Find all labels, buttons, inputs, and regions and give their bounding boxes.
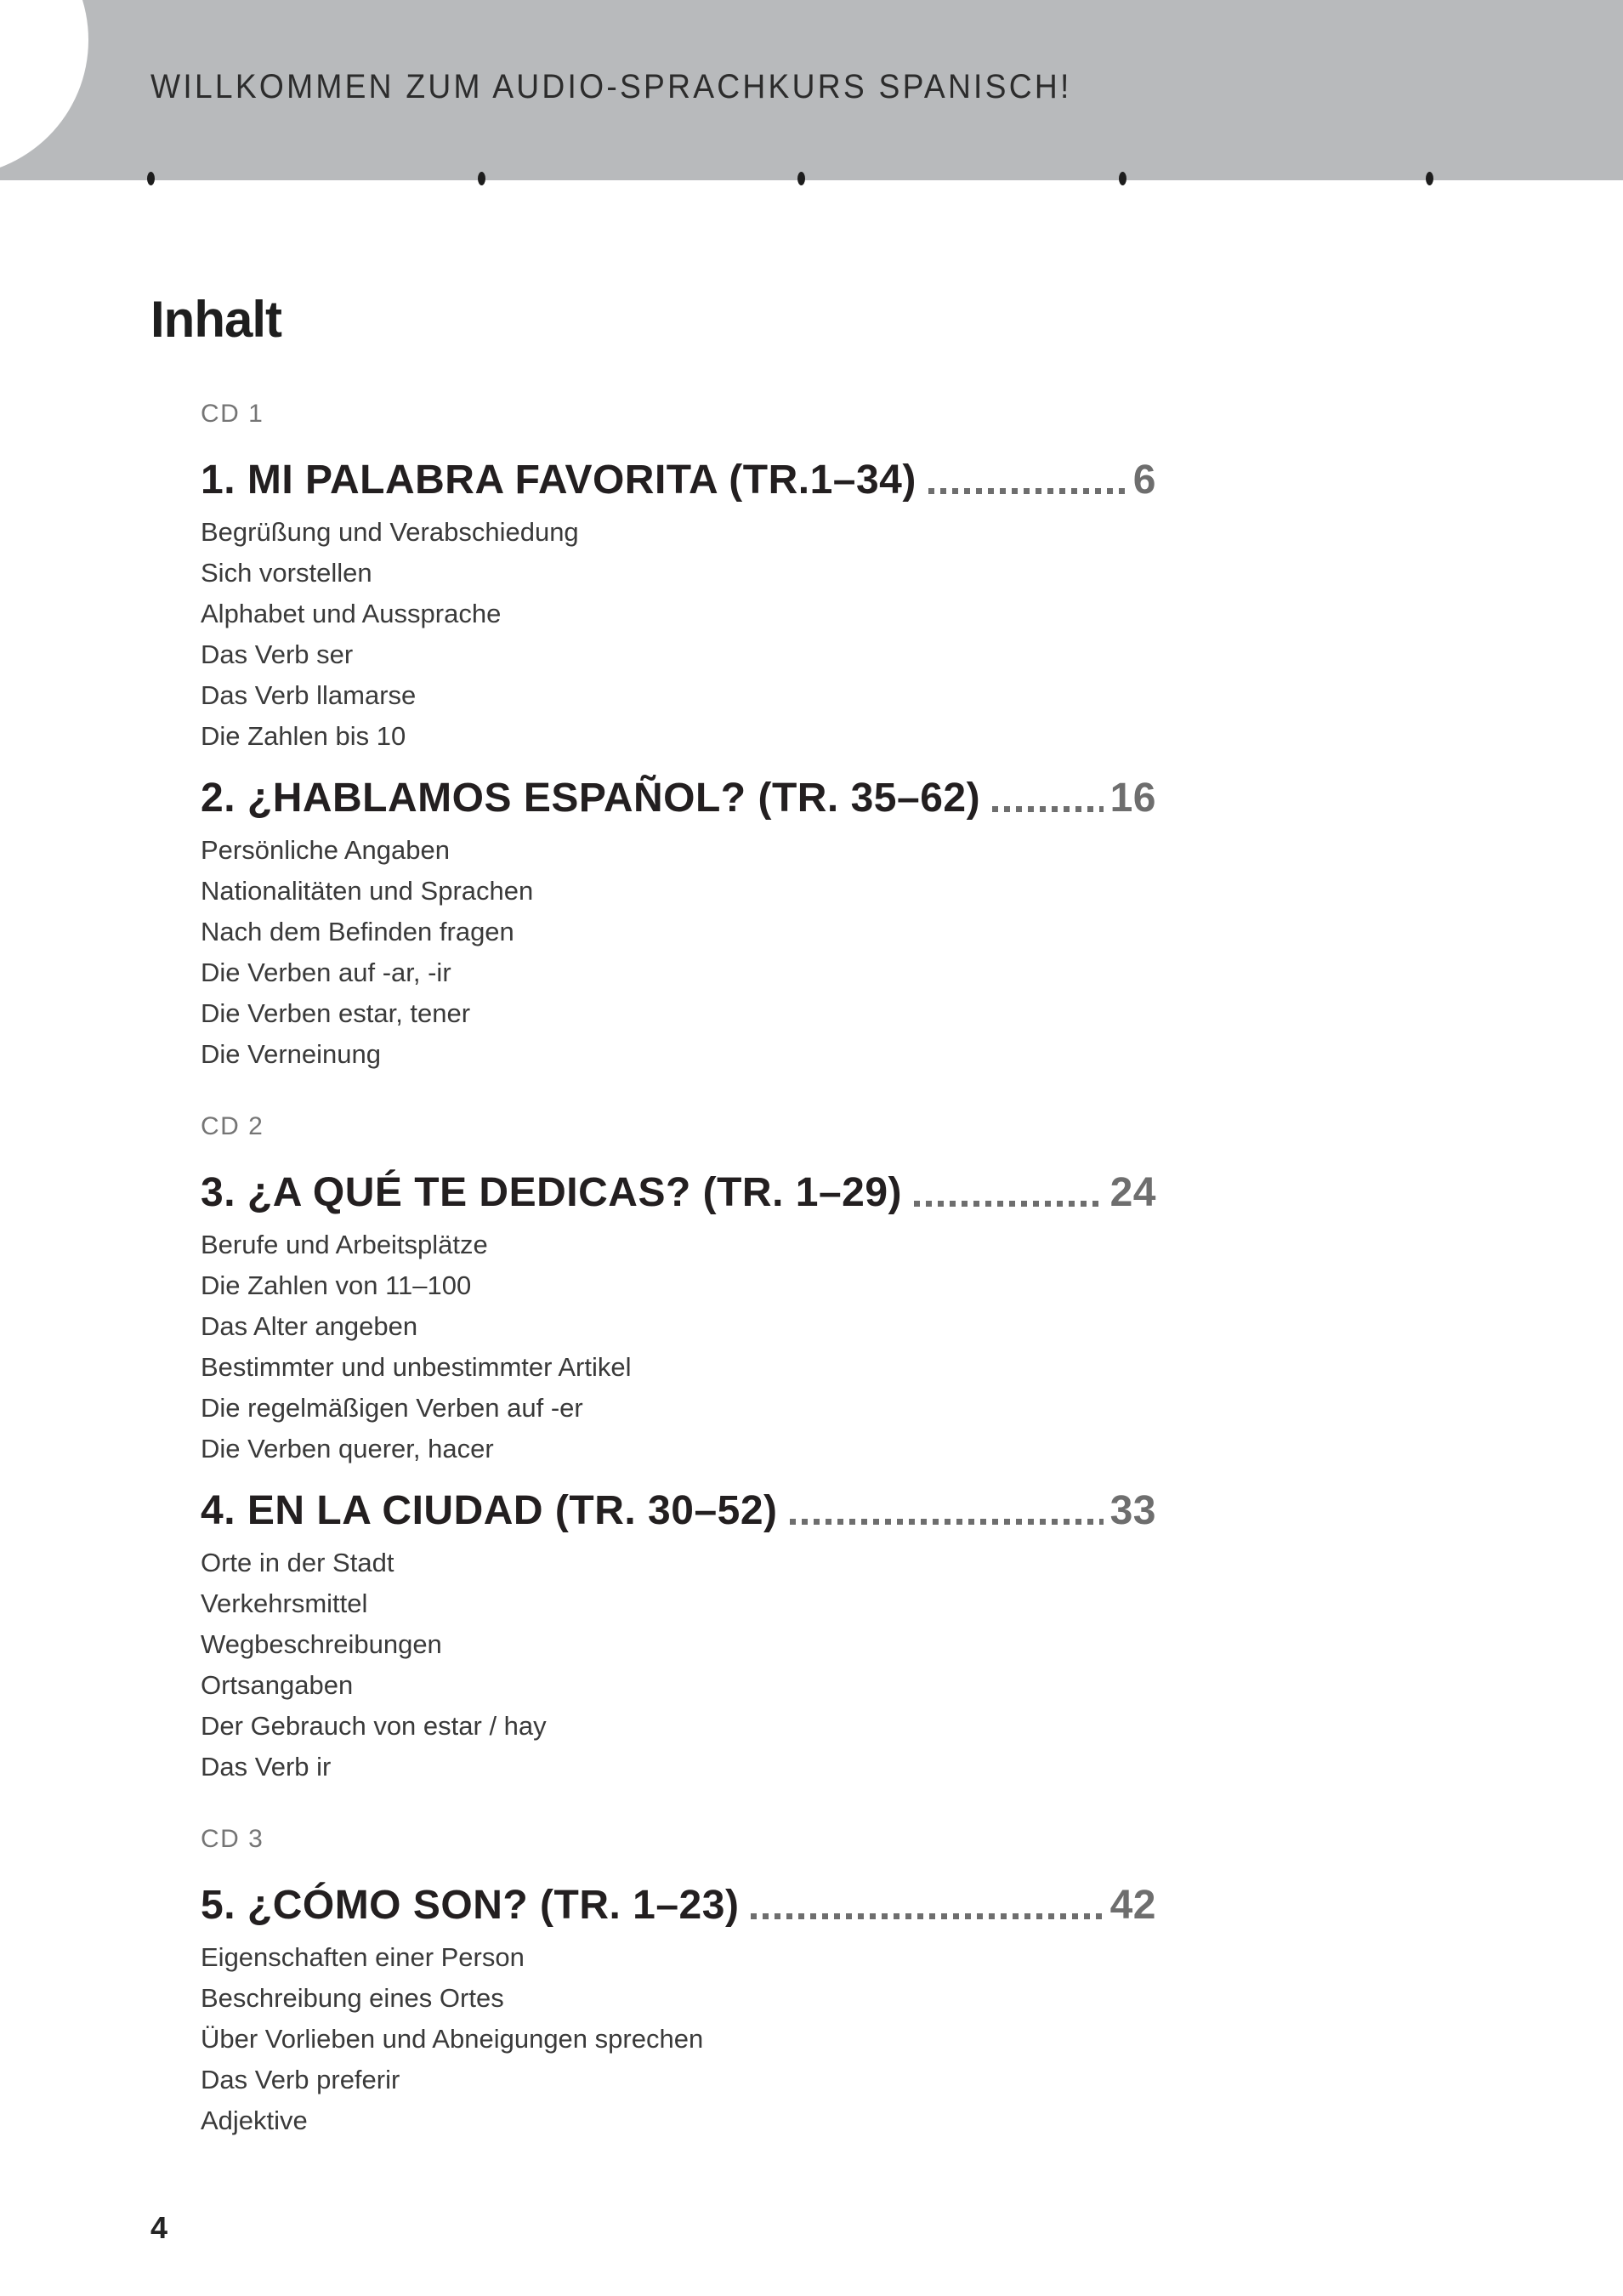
toc-topic: Die Verben auf -ar, -ir <box>201 958 451 987</box>
topic-list <box>201 1225 1156 1469</box>
toc-topic: Die Verben estar, tener <box>201 998 471 1028</box>
toc <box>201 401 1156 2141</box>
chapter-title: 3. ¿A QUÉ TE DEDICAS? (TR. 1–29) <box>201 1170 903 1215</box>
toc-topic: Wegbeschreibungen <box>201 1629 442 1659</box>
toc-topic: Begrüßung und Verabschiedung <box>201 517 579 547</box>
chapter-group <box>201 1170 1156 1787</box>
cd-section <box>201 1827 1156 2141</box>
toc-topic: Das Verb ir <box>201 1752 332 1782</box>
chapter-group <box>201 1883 1156 2141</box>
page-content <box>0 180 1623 2141</box>
toc-topic: Bestimmter und unbestimmter Artikel <box>201 1352 632 1382</box>
toc-chapter <box>201 457 1156 757</box>
dot-leader <box>914 1201 1104 1207</box>
toc-entry-row <box>201 1488 1156 1533</box>
topic-list <box>201 830 1156 1075</box>
dot-leader <box>790 1519 1104 1525</box>
cd-label: CD 2 <box>201 1112 264 1140</box>
toc-entry-row <box>201 1883 1156 1928</box>
header-band <box>0 0 1623 180</box>
chapter-page-number: 24 <box>1109 1170 1156 1215</box>
cd-label: CD 1 <box>201 400 264 428</box>
toc-chapter <box>201 1170 1156 1469</box>
decorative-circle <box>0 0 88 176</box>
chapter-title: 5. ¿CÓMO SON? (TR. 1–23) <box>201 1883 740 1928</box>
chapter-page-number: 42 <box>1109 1883 1156 1928</box>
page-number: 4 <box>150 2210 168 2245</box>
toc-topic: Ortsangaben <box>201 1670 354 1700</box>
topic-list <box>201 1937 1156 2141</box>
toc-topic: Über Vorlieben und Abneigungen sprechen <box>201 2024 704 2054</box>
toc-chapter <box>201 1883 1156 2141</box>
toc-topic: Orte in der Stadt <box>201 1548 394 1577</box>
toc-topic: Die Zahlen bis 10 <box>201 721 406 751</box>
toc-topic: Der Gebrauch von estar / hay <box>201 1711 547 1741</box>
toc-topic: Nach dem Befinden fragen <box>201 917 514 946</box>
chapter-page-number: 16 <box>1109 776 1156 821</box>
toc-topic: Adjektive <box>201 2106 308 2135</box>
toc-topic: Die regelmäßigen Verben auf -er <box>201 1393 583 1423</box>
toc-topic: Beschreibung eines Ortes <box>201 1983 504 2013</box>
toc-entry-row <box>201 1170 1156 1215</box>
dot-leader <box>992 806 1104 812</box>
toc-topic: Das Verb preferir <box>201 2065 400 2094</box>
toc-entry-row <box>201 457 1156 503</box>
topic-list <box>201 1543 1156 1787</box>
chapter-group <box>201 457 1156 1075</box>
toc-topic: Verkehrsmittel <box>201 1588 368 1618</box>
toc-topic: Sich vorstellen <box>201 558 372 588</box>
header-title: WILLKOMMEN ZUM AUDIO-SPRACHKURS SPANISCH! <box>150 68 1072 105</box>
toc-topic: Das Alter angeben <box>201 1311 418 1341</box>
cd-section <box>201 401 1156 1075</box>
toc-topic: Das Verb llamarse <box>201 680 417 710</box>
toc-chapter <box>201 776 1156 1075</box>
toc-topic: Alphabet und Aussprache <box>201 599 502 628</box>
page-title: Inhalt <box>150 291 281 348</box>
toc-topic: Die Zahlen von 11–100 <box>201 1270 472 1300</box>
chapter-title: 1. MI PALABRA FAVORITA (TR.1–34) <box>201 457 916 503</box>
dot-leader <box>751 1913 1103 1919</box>
chapter-title: 2. ¿HABLAMOS ESPAÑOL? (TR. 35–62) <box>201 776 981 821</box>
chapter-page-number: 33 <box>1109 1488 1156 1533</box>
toc-topic: Persönliche Angaben <box>201 835 451 865</box>
toc-topic: Die Verben querer, hacer <box>201 1434 494 1463</box>
toc-topic: Die Verneinung <box>201 1039 381 1069</box>
chapter-title: 4. EN LA CIUDAD (TR. 30–52) <box>201 1488 778 1533</box>
toc-topic: Das Verb ser <box>201 639 354 669</box>
topic-list <box>201 512 1156 757</box>
toc-topic: Nationalitäten und Sprachen <box>201 876 534 906</box>
dot-leader <box>928 488 1126 494</box>
chapter-page-number: 6 <box>1132 457 1156 503</box>
toc-topic: Berufe und Arbeitsplätze <box>201 1230 488 1259</box>
toc-entry-row <box>201 776 1156 821</box>
toc-chapter <box>201 1488 1156 1787</box>
cd-label: CD 3 <box>201 1825 264 1853</box>
toc-topic: Eigenschaften einer Person <box>201 1942 525 1972</box>
cd-section <box>201 1114 1156 1787</box>
